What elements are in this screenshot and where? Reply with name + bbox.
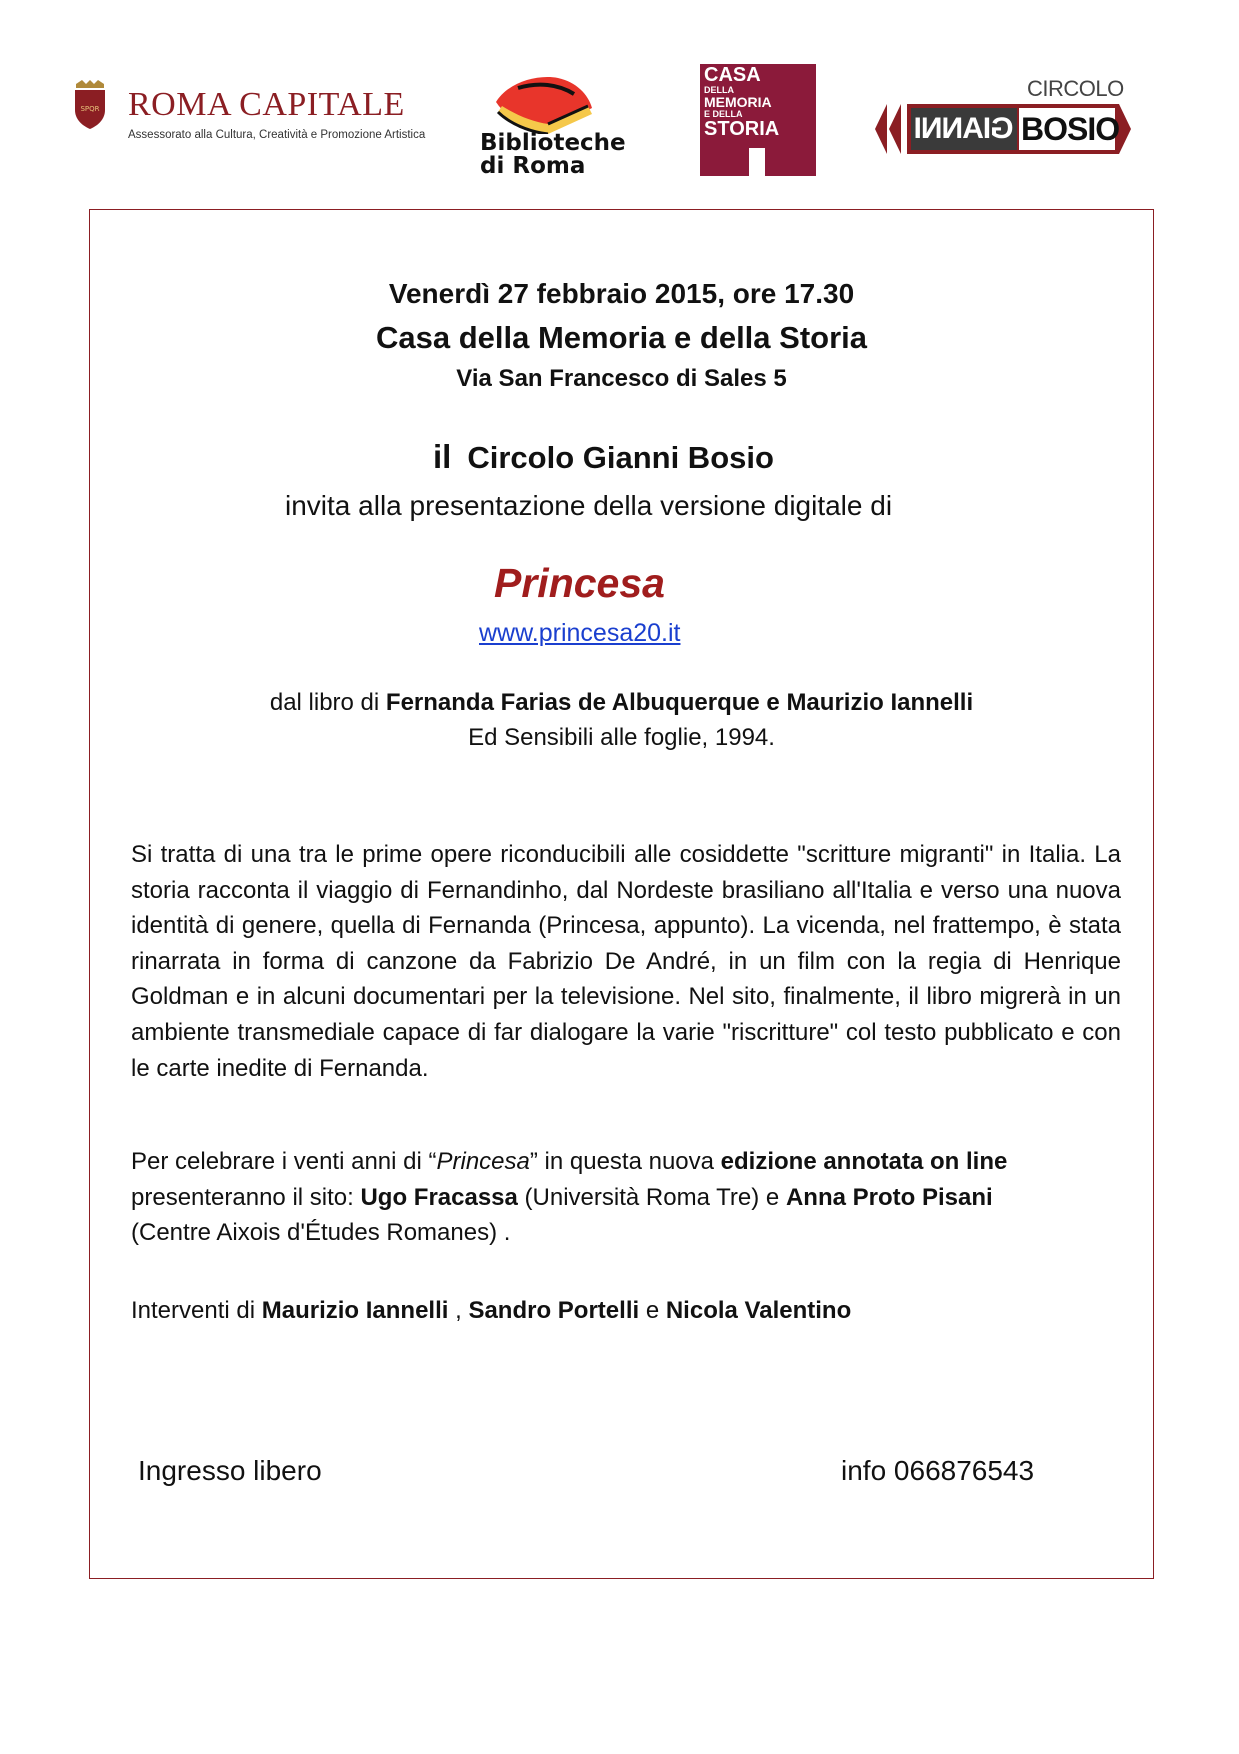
invitation-frame [89, 209, 1154, 1579]
casa-line2: DELLA [704, 85, 734, 95]
casa-line5: STORIA [704, 118, 780, 140]
work-title: Princesa [494, 560, 665, 606]
svg-text:SPQR: SPQR [80, 105, 100, 113]
intervention-speaker-1: Maurizio Iannelli [261, 1297, 449, 1324]
speaker-2: Anna Proto Pisani [785, 1183, 993, 1211]
event-venue: Casa della Memoria e della Storia [375, 320, 868, 355]
website-link[interactable]: www.princesa20.it [479, 619, 681, 647]
circolo-gianni-bosio-logo [875, 76, 1145, 161]
circolo-bosio: BOSIO [1021, 111, 1120, 147]
speaker-1: Ugo Fracassa [360, 1183, 518, 1211]
roma-capitale-name: ROMA CAPITALE [128, 86, 405, 123]
intervention-speaker-2: Sandro Portelli [468, 1297, 640, 1324]
entry-note: Ingresso libero [138, 1455, 322, 1486]
affiliation-2: (Centre Aixois d'Études Romanes) . [131, 1219, 511, 1247]
info-phone: info 066876543 [841, 1455, 1035, 1486]
book-authors: Fernanda Farias de Albuquerque e Maurizio Iannelli [385, 689, 974, 716]
event-date: Venerdì 27 febbraio 2015, ore 17.30 [388, 278, 855, 309]
casa-line3: MEMORIA [704, 94, 772, 110]
celebration-paragraph [131, 1144, 1121, 1251]
casa-line4: E DELLA [704, 109, 743, 119]
interventions-sep: , [448, 1297, 469, 1324]
host-name: Circolo Gianni Bosio [467, 440, 774, 475]
interventions-and: e [639, 1297, 666, 1324]
event-address: Via San Francesco di Sales 5 [456, 365, 787, 392]
roma-capitale-subtitle: Assessorato alla Cultura, Creatività e Promozione Artistica [128, 129, 426, 141]
interventions-prefix: Interventi di [131, 1297, 262, 1324]
affiliation-1: (Università Roma Tre) e [517, 1183, 786, 1211]
intervention-speaker-3: Nicola Valentino [665, 1297, 852, 1324]
roma-capitale-logo [70, 78, 450, 158]
biblioteche-line1: Biblioteche [480, 130, 626, 156]
book-prefix: dal libro di [269, 689, 386, 716]
roma-shield-icon [72, 80, 108, 130]
description-paragraph: Si tratta di una tra le prime opere riconducibili alle cosiddette "scritture migranti" in Italia. La storia racconta il viaggio di Fernandinho, dal Nordeste brasiliano all'Italia e verso una nuova identità di genere, quella di Fernanda (Princesa, appunto). La vicenda, nel frattempo, è stata rinarrata in forma di canzone da Fabrizio De André, in un film con la regia di Henrique Goldman e in alcuni documentari per la televisione. Nel sito, finalmente, il libro migrerà in un ambiente transmediale capace di far dialogare la varie "riscritture" col testo pubblicato e con le carte inedite di Fernanda. [131, 841, 1121, 1082]
circolo-label: CIRCOLO [1027, 76, 1124, 101]
door-icon [749, 148, 765, 176]
host-line [433, 438, 774, 476]
celebrate-title: Princesa [436, 1148, 530, 1175]
celebrate-text-1: Per celebrare i venti anni di “ [131, 1148, 437, 1175]
circolo-gianni-mirrored: GIANNI [914, 112, 1014, 145]
casa-line1: CASA [704, 64, 761, 86]
celebrate-text-2: ” in questa nuova [529, 1148, 721, 1175]
casa-memoria-storia-logo [700, 64, 816, 176]
biblioteche-line2: di Roma [480, 153, 586, 179]
book-line [90, 689, 1153, 717]
interventions-line [131, 1293, 1121, 1329]
celebrate-edition: edizione annotata on line [720, 1148, 1008, 1175]
invite-line: invita alla presentazione della versione digitale di [285, 490, 893, 521]
host-article: il [433, 438, 452, 475]
book-icon [488, 72, 598, 134]
celebrate-text-3: presenteranno il sito: [131, 1183, 361, 1211]
publisher: Ed Sensibili alle foglie, 1994. [468, 724, 775, 751]
biblioteche-di-roma-logo [478, 72, 638, 182]
